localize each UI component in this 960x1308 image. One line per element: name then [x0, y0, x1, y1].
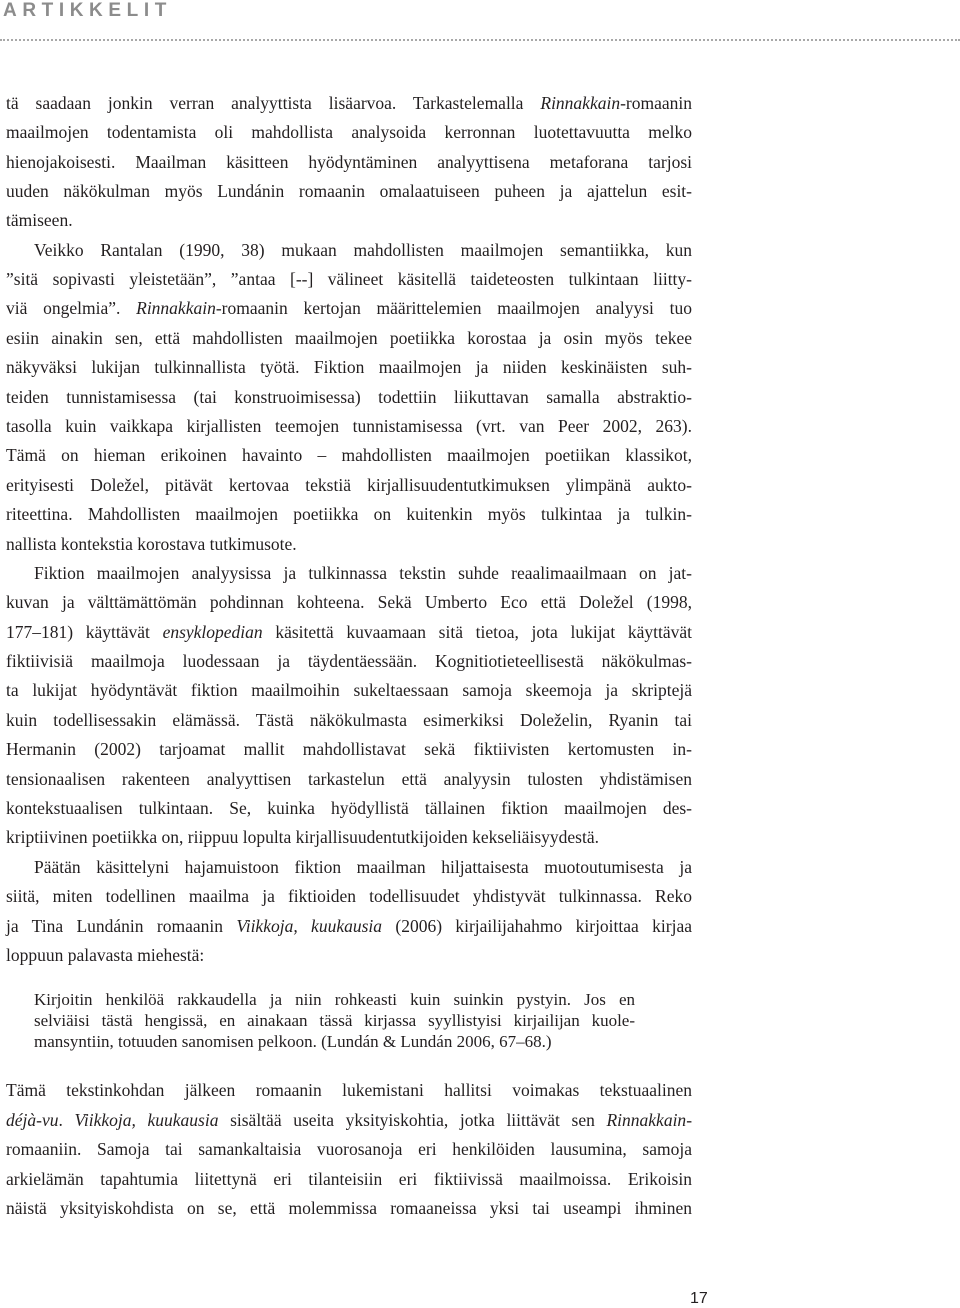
- text-line: Veikko Rantalan (1990, 38) mukaan mahdollisten maailmojen semantiikka, kun: [34, 240, 692, 260]
- text-line: arkielämän tapahtumia liitettynä eri tilanteisiin eri fiktiivissä maailmoissa. Erikoisin: [6, 1169, 692, 1189]
- text-line: Hermanin (2002) tarjoamat mallit mahdollistavat sekä fiktiivisten kertomusten in-: [6, 739, 692, 759]
- text-line: hienojakoisesti. Maailman käsitteen hyödyntäminen analyyttisena metaforana tarjosi: [6, 152, 692, 172]
- text-line: esiin ainakin sen, että mahdollisten maailmojen poetiikka korostaa ja osin myös tekee: [6, 328, 692, 348]
- text-line: kontekstuaalisen tulkintaan. Se, kuinka hyödyllistä tällainen fiktion maailmojen des-: [6, 798, 692, 818]
- text-line: näkyväksi lukijan tulkinnallista työtä. Fiktion maailmojen ja niiden keskinäisten suh-: [6, 357, 692, 377]
- text-line: Fiktion maailmojen analyysissa ja tulkinnassa tekstin suhde reaalimaailmaan on jat-: [34, 563, 692, 583]
- text-line: nallista kontekstia korostava tutkimusote.: [6, 534, 297, 554]
- text-line: uuden näkökulman myös Lundánin romaanin omalaatuiseen puheen ja ajattelun esit-: [6, 181, 692, 201]
- text-line: tensionaalisen rakenteen analyyttisen tarkastelun että analyysin tulosten yhdistämisen: [6, 769, 692, 789]
- text-line: ja Tina Lundánin romaanin Viikkoja, kuukausia (2006) kirjailijahahmo kirjoittaa kirjaa: [6, 916, 692, 936]
- text-line: fiktiivisiä maailmoja luodessaan ja täydentäessään. Kognitiotieteellisestä näkökulmas-: [6, 651, 692, 671]
- text-line: näistä yksityiskohdista on se, että molemmissa romaaneissa yksi tai useampi ihminen: [6, 1198, 692, 1218]
- text-line: tasolla kuin vaikkapa kirjallisten teemojen tunnistamisessa (vrt. van Peer 2002, 263).: [6, 416, 692, 436]
- text-line: erityisesti Doležel, pitävät kertovaa tekstiä kirjallisuudentutkimuksen ylimpänä aukto-: [6, 475, 692, 495]
- text-line: riteettina. Mahdollisten maailmojen poetiikka on kuitenkin myös tulkintaa ja tulkin-: [6, 504, 692, 524]
- text-line: ”sitä sopivasti yleistetään”, ”antaa [--] välineet käsitellä taideteosten tulkintaan liitty-: [6, 269, 692, 289]
- text-line: viä ongelmia”. Rinnakkain-romaanin kertojan määrittelemien maailmojen analyysi tuo: [6, 298, 692, 318]
- quote-line: mansyntiin, totuuden sanomisen pelkoon. (Lundán & Lundán 2006, 67–68.): [34, 1032, 552, 1051]
- text-line: Tämä tekstinkohdan jälkeen romaanin lukemistani hallitsi voimakas tekstuaalinen: [6, 1080, 692, 1100]
- quote-line: selviäisi tästä hengissä, en ainakaan tässä kirjassa syyllistyisi kirjailijan kuole-: [34, 1011, 635, 1030]
- text-line: teiden tunnistamisessa (tai konstruoimisessa) todettiin liikuttavan samalla abstraktio-: [6, 387, 692, 407]
- text-line: tämiseen.: [6, 210, 73, 230]
- section-label: ARTIKKELIT: [3, 0, 172, 21]
- text-line: déjà-vu. Viikkoja, kuukausia sisältää useita yksityiskohtia, jotka liittävät sen Rinnakkain-: [6, 1110, 693, 1130]
- text-line: loppuun palavasta miehestä:: [6, 945, 205, 965]
- header-divider: [0, 39, 960, 41]
- text-line: kriptiivinen poetiikka on, riippuu lopulta kirjallisuudentutkijoiden kekseliäisyydestä.: [6, 827, 599, 847]
- text-line: Tämä on hieman erikoinen havainto – mahdollisten maailmojen poetiikan klassikot,: [6, 445, 692, 465]
- text-line: kuvan ja välttämättömän pohdinnan kohteena. Sekä Umberto Eco että Doležel (1998,: [6, 592, 692, 612]
- text-line: romaaniin. Samoja tai samankaltaisia vuorosanoja eri henkilöiden lausumina, samoja: [6, 1139, 692, 1159]
- text-line: ta lukijat hyödyntävät fiktion maailmoihin sukeltaessaan samoja skeemoja ja skriptejä: [6, 680, 692, 700]
- text-line: siitä, miten todellinen maailma ja fiktioiden todellisuudet yhdistyvät tulkinnassa. Reko: [6, 886, 692, 906]
- quote-line: Kirjoitin henkilöä rakkaudella ja niin rohkeasti kuin suinkin pystyin. Jos en: [34, 990, 635, 1009]
- text-line: Päätän käsittelyni hajamuistoon fiktion maailman hiljattaisesta muotoutumisesta ja: [34, 857, 692, 877]
- text-line: tä saadaan jonkin verran analyyttista lisäarvoa. Tarkastelemalla Rinnakkain-romaanin: [6, 93, 692, 113]
- text-line: maailmojen todentamista oli mahdollista analysoida kerronnan luotettavuutta melko: [6, 122, 692, 142]
- page-number: 17: [690, 1290, 708, 1307]
- text-line: 177–181) käyttävät ensyklopedian käsitettä kuvaamaan sitä tietoa, jota lukijat käyttävät: [6, 622, 692, 642]
- text-line: kuin todellisessakin elämässä. Tästä näkökulmasta esimerkiksi Doleželin, Ryanin tai: [6, 710, 692, 730]
